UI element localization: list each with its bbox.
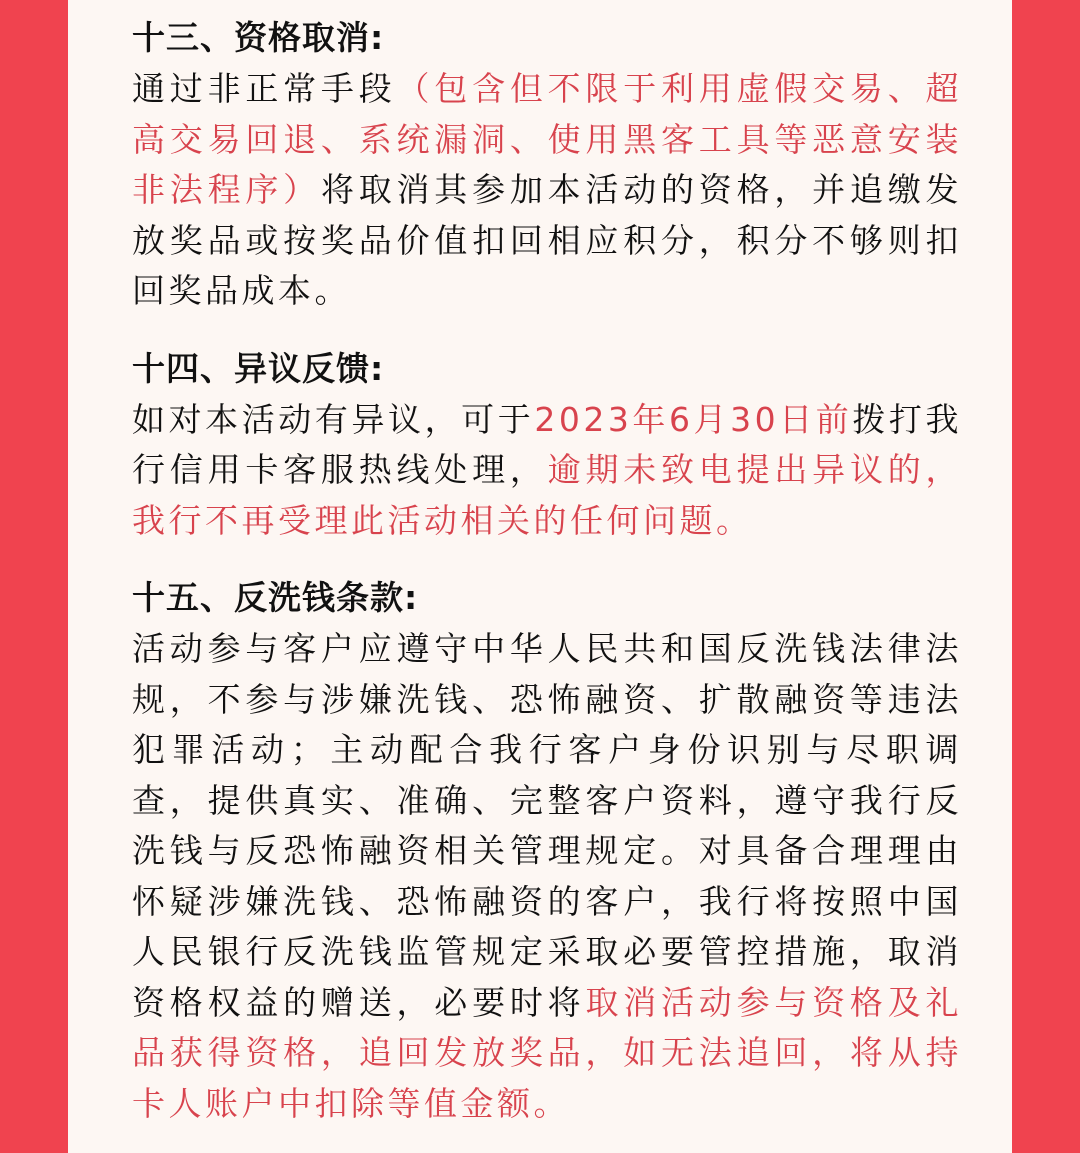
highlight-text: 逾期未致电提出异议的，我行不再受理此活动相关的任何问题。 bbox=[132, 450, 963, 540]
terms-content bbox=[132, 12, 962, 1153]
body-text: 如对本活动有异议，可于 bbox=[132, 399, 535, 439]
section-objection-feedback bbox=[132, 343, 962, 547]
body-text: 将取消其参加本活动的资格，并追缴发放奖品或按奖品价值扣回相应积分，积分不够则扣回奖品成本。 bbox=[132, 170, 963, 310]
section-anti-money-laundering bbox=[132, 572, 962, 1129]
section-body bbox=[132, 395, 962, 547]
body-text: 拨打我行信用卡客服热线处理， bbox=[132, 399, 962, 489]
highlight-text: 取消活动参与资格及礼品获得资格，追回发放奖品，如无法追回，将从持卡人账户中扣除等值金额。 bbox=[132, 982, 963, 1123]
section-heading: 十五、反洗钱条款: bbox=[132, 578, 419, 617]
body-text: 活动参与客户应遵守中华人民共和国反洗钱法律法规，不参与涉嫌洗钱、恐怖融资、扩散融资等违法犯罪活动；主动配合我行客户身份识别与尽职调查，提供真实、准确、完整客户资料，遵守我行反洗钱与反恐怖融资相关管理规定。对具备合理理由怀疑涉嫌洗钱、恐怖融资的客户，我行将按照中国人民银行反洗钱监管规定采取必要管控措施，取消资格权益的赠送，必要时将 bbox=[132, 629, 962, 1022]
section-heading: 十三、资格取消: bbox=[132, 18, 385, 57]
section-qualification-cancel bbox=[132, 12, 962, 317]
highlight-text: （包含但不限于利用虚假交易、超高交易回退、系统漏洞、使用黑客工具等恶意安装非法程序） bbox=[132, 69, 963, 209]
section-body bbox=[132, 64, 962, 317]
section-body bbox=[132, 624, 962, 1129]
highlight-date: 2023年6月30日前 bbox=[534, 399, 853, 439]
section-heading: 十四、异议反馈: bbox=[132, 348, 385, 388]
body-text: 通过非正常手段 bbox=[132, 69, 397, 108]
